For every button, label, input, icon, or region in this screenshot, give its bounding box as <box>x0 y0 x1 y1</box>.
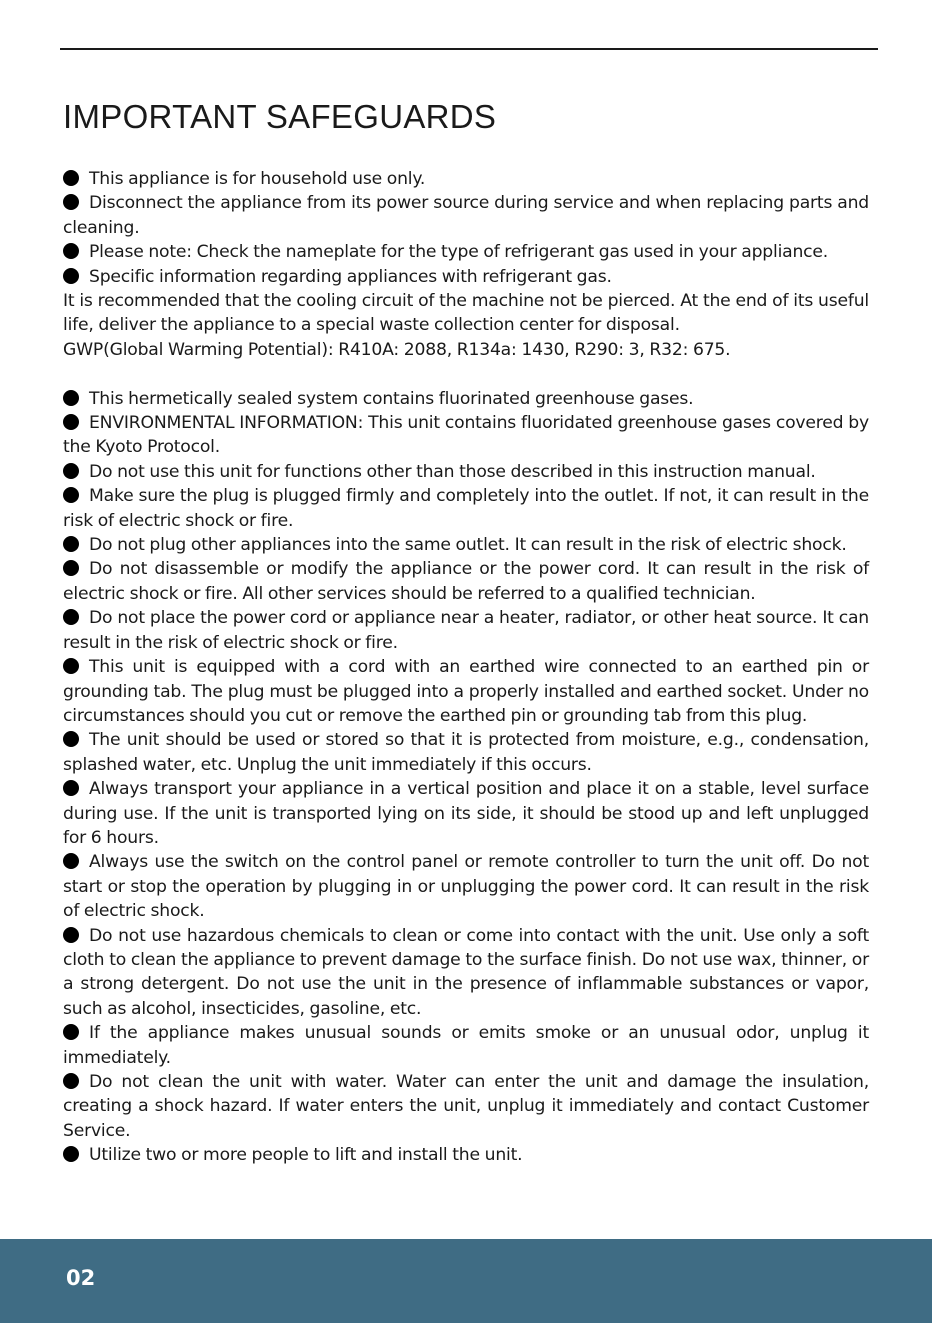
bullet-icon <box>63 414 79 430</box>
paragraph-text: The unit should be used or stored so that it is protected from moisture, e.g., condensation, splashed water, etc. Unplug the unit immediately if this occurs. <box>63 730 869 775</box>
bullet-item <box>63 728 869 777</box>
paragraph-text: This hermetically sealed system contains fluorinated greenhouse gases. <box>89 388 694 409</box>
bullet-item <box>63 240 869 264</box>
bullet-item <box>63 411 869 460</box>
bullet-icon <box>63 1073 79 1089</box>
bullet-item <box>63 924 869 1022</box>
paragraph-text: If the appliance makes unusual sounds or emits smoke or an unusual odor, unplug it immediately. <box>63 1023 869 1068</box>
paragraph-text: Always transport your appliance in a vertical position and place it on a stable, level surface during use. If the unit is transported lying on its side, it should be stood up and left unplugged for 6 hours. <box>63 779 869 848</box>
bullet-icon <box>63 170 79 186</box>
bullet-icon <box>63 1024 79 1040</box>
paragraph-text: Do not use hazardous chemicals to clean or come into contact with the unit. Use only a soft cloth to clean the appliance to prevent damage to the surface finish. Do not use wax, thinner, or a strong detergent. Do not use the unit in the presence of inflammable substances or vapor, such as alcohol, insecticides, gasoline, etc. <box>63 925 869 1019</box>
bullet-icon <box>63 853 79 869</box>
bullet-icon <box>63 463 79 479</box>
body-paragraph <box>63 338 869 362</box>
bullet-icon <box>63 243 79 259</box>
bullet-icon <box>63 780 79 796</box>
bullet-item <box>63 167 869 191</box>
paragraph-text: Do not place the power cord or appliance near a heater, radiator, or other heat source. It can result in the risk of electric shock or fire. <box>63 608 869 653</box>
paragraph-text: This appliance is for household use only. <box>89 169 426 189</box>
bullet-item <box>63 1021 869 1070</box>
paragraph-text: It is recommended that the cooling circuit of the machine not be pierced. At the end of its useful life, deliver the appliance to a special waste collection center for disposal. <box>63 291 869 336</box>
safeguards-list <box>63 167 869 1168</box>
bullet-icon <box>63 560 79 576</box>
page-title: IMPORTANT SAFEGUARDS <box>63 98 497 135</box>
bullet-item <box>63 484 869 533</box>
bullet-icon <box>63 731 79 747</box>
paragraph-text: Always use the switch on the control panel or remote controller to turn the unit off. Do not start or stop the operation by plugging in or unplugging the power cord. It can result in the risk of electric shock. <box>63 852 869 922</box>
paragraph-text: Do not clean the unit with water. Water can enter the unit and damage the insulation, creating a shock hazard. If water enters the unit, unplug it immediately and contact Customer Service. <box>63 1072 869 1141</box>
bullet-item <box>63 557 869 606</box>
body-paragraph <box>63 289 869 338</box>
bullet-item <box>63 606 869 655</box>
paragraph-text: GWP(Global Warming Potential): R410A: 2088, R134a: 1430, R290: 3, R32: 675. <box>63 339 731 360</box>
bullet-item <box>63 265 869 289</box>
paragraph-spacer <box>63 362 869 386</box>
bullet-icon <box>63 1146 79 1162</box>
bullet-item <box>63 850 869 923</box>
paragraph-text: Please note: Check the nameplate for the type of refrigerant gas used in your appliance. <box>89 242 829 263</box>
bullet-icon <box>63 390 79 406</box>
paragraph-text: Do not disassemble or modify the appliance or the power cord. It can result in the risk of electric shock or fire. All other services should be referred to a qualified technician. <box>63 559 869 604</box>
paragraph-text: Make sure the plug is plugged firmly and completely into the outlet. If not, it can result in the risk of electric shock or fire. <box>63 486 869 531</box>
paragraph-text: Do not use this unit for functions other than those described in this instruction manual. <box>89 461 816 482</box>
bullet-item <box>63 777 869 850</box>
bullet-icon <box>63 609 79 625</box>
paragraph-text: Utilize two or more people to lift and install the unit. <box>89 1145 523 1166</box>
paragraph-text: Disconnect the appliance from its power source during service and when replacing parts and cleaning. <box>63 193 869 238</box>
bullet-item <box>63 533 869 557</box>
bullet-item <box>63 460 869 484</box>
bullet-icon <box>63 487 79 503</box>
bullet-icon <box>63 194 79 210</box>
bullet-item <box>63 387 869 411</box>
bullet-item <box>63 191 869 240</box>
top-divider <box>60 48 878 50</box>
bullet-icon <box>63 536 79 552</box>
bullet-icon <box>63 927 79 943</box>
bullet-icon <box>63 268 79 284</box>
bullet-icon <box>63 658 79 674</box>
paragraph-text: This unit is equipped with a cord with an earthed wire connected to an earthed pin or grounding tab. The plug must be plugged into a properly installed and earthed socket. Under no circumstances should you cut or remove the earthed pin or grounding tab from this plug. <box>63 657 869 726</box>
bullet-item <box>63 1143 869 1167</box>
bullet-item <box>63 655 869 728</box>
paragraph-text: Specific information regarding appliances with refrigerant gas. <box>89 266 612 287</box>
paragraph-text: ENVIRONMENTAL INFORMATION: This unit contains fluoridated greenhouse gases covered by the Kyoto Protocol. <box>63 413 869 458</box>
page-footer <box>0 1239 932 1323</box>
page-number: 02 <box>66 1266 96 1290</box>
paragraph-text: Do not plug other appliances into the same outlet. It can result in the risk of electric shock. <box>89 535 847 556</box>
bullet-item <box>63 1070 869 1143</box>
